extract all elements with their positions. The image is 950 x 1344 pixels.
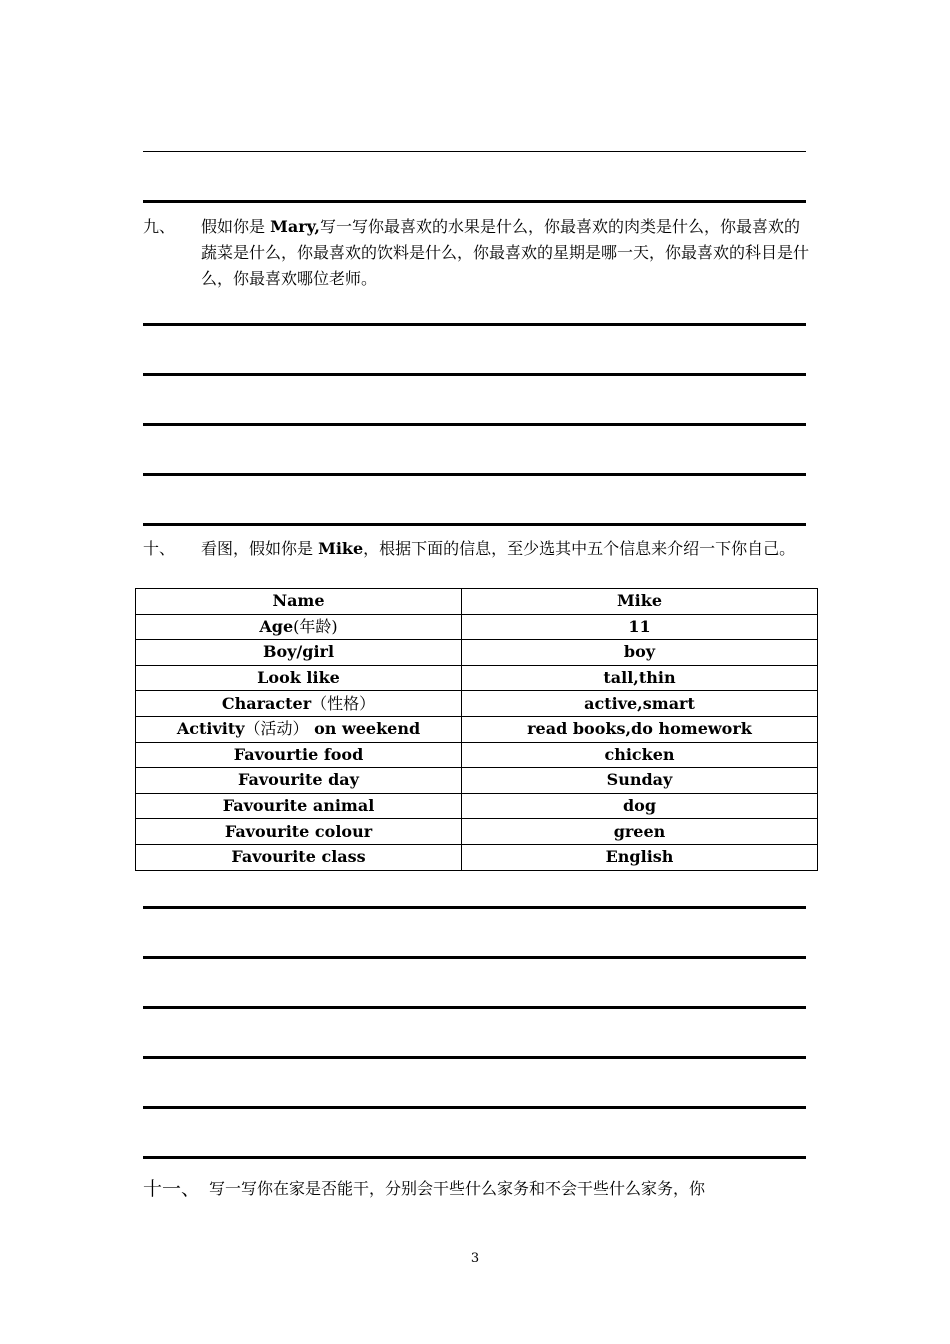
table-row bbox=[136, 844, 818, 870]
table-cell-label bbox=[136, 716, 462, 742]
label-text: Activity bbox=[176, 719, 245, 739]
table-cell-label bbox=[136, 589, 462, 615]
table-cell-label bbox=[136, 614, 462, 640]
question-text bbox=[201, 214, 813, 292]
label-chinese: （活动） bbox=[244, 719, 309, 739]
question-text-part: 看图，假如你是 bbox=[201, 539, 314, 558]
question-number: 十、 bbox=[143, 539, 176, 558]
student-name: Mary, bbox=[270, 217, 320, 236]
label-text: Favourite animal bbox=[222, 796, 375, 816]
table-cell-value: boy bbox=[462, 640, 818, 666]
table-row bbox=[136, 691, 818, 717]
table-row bbox=[136, 793, 818, 819]
label-text: Favourtie food bbox=[233, 744, 364, 764]
table-cell-value: read books,do homework bbox=[462, 716, 818, 742]
table-row bbox=[136, 589, 818, 615]
label-text: Character bbox=[221, 693, 312, 713]
table-cell-label bbox=[136, 640, 462, 666]
answer-line bbox=[143, 473, 806, 476]
table-cell-label bbox=[136, 768, 462, 794]
label-chinese: （性格） bbox=[311, 693, 376, 713]
label-text: Favourite colour bbox=[224, 821, 373, 841]
table-cell-value: Sunday bbox=[462, 768, 818, 794]
table-row bbox=[136, 819, 818, 845]
question-text-part: ，根据下面的信息，至少选其中五个信息来介绍一下你自己。 bbox=[363, 539, 796, 558]
table-row bbox=[136, 614, 818, 640]
question-number: 十一、 bbox=[143, 1178, 201, 1200]
question-10 bbox=[143, 536, 813, 562]
table-cell-value: English bbox=[462, 844, 818, 870]
answer-line bbox=[143, 1056, 806, 1059]
question-11 bbox=[143, 1176, 813, 1202]
label-text: Boy/girl bbox=[262, 642, 335, 662]
answer-line bbox=[143, 1006, 806, 1009]
label-suffix: on weekend bbox=[308, 719, 421, 739]
info-table-body bbox=[136, 589, 818, 871]
question-text-part: 写一写你最喜欢的水果是什么，你最喜欢的肉类是什么，你最喜欢的蔬菜是什么，你最喜欢的饮料是什么，你最喜欢的星期是哪一天，你最喜欢的科目是什么，你最喜欢哪位老师。 bbox=[201, 217, 810, 288]
label-text: Age bbox=[259, 616, 294, 636]
table-cell-value: 11 bbox=[462, 614, 818, 640]
question-9 bbox=[143, 214, 813, 292]
table-cell-value: tall,thin bbox=[462, 665, 818, 691]
table-cell-value: dog bbox=[462, 793, 818, 819]
table-cell-value: Mike bbox=[462, 589, 818, 615]
question-number: 九、 bbox=[143, 217, 176, 236]
label-chinese: (年龄) bbox=[293, 616, 338, 636]
label-text: Name bbox=[272, 591, 325, 611]
answer-line bbox=[143, 1106, 806, 1109]
info-table bbox=[135, 588, 818, 871]
table-cell-label bbox=[136, 844, 462, 870]
table-cell-label bbox=[136, 819, 462, 845]
label-text: Favourite class bbox=[231, 847, 366, 867]
table-cell-label bbox=[136, 793, 462, 819]
table-cell-value: active,smart bbox=[462, 691, 818, 717]
question-text: 写一写你在家是否能干，分别会干些什么家务和不会干些什么家务，你 bbox=[209, 1179, 706, 1198]
table-cell-value: green bbox=[462, 819, 818, 845]
answer-line bbox=[143, 906, 806, 909]
answer-line bbox=[143, 323, 806, 326]
table-cell-label bbox=[136, 665, 462, 691]
answer-line bbox=[143, 956, 806, 959]
table-cell-label bbox=[136, 742, 462, 768]
table-cell-label bbox=[136, 691, 462, 717]
question-text-part: 假如你是 bbox=[201, 217, 266, 236]
answer-line bbox=[143, 151, 806, 152]
page-number: 3 bbox=[470, 1251, 480, 1266]
answer-line bbox=[143, 373, 806, 376]
answer-line bbox=[143, 200, 806, 203]
table-row bbox=[136, 665, 818, 691]
answer-line bbox=[143, 1156, 806, 1159]
table-row bbox=[136, 742, 818, 768]
answer-line bbox=[143, 423, 806, 426]
answer-line bbox=[143, 523, 806, 526]
student-name: Mike bbox=[318, 539, 364, 558]
label-text: Favourite day bbox=[238, 770, 359, 790]
table-row bbox=[136, 716, 818, 742]
label-text: Look like bbox=[257, 668, 340, 688]
table-row bbox=[136, 640, 818, 666]
table-row bbox=[136, 768, 818, 794]
question-text bbox=[201, 536, 813, 562]
table-cell-value: chicken bbox=[462, 742, 818, 768]
